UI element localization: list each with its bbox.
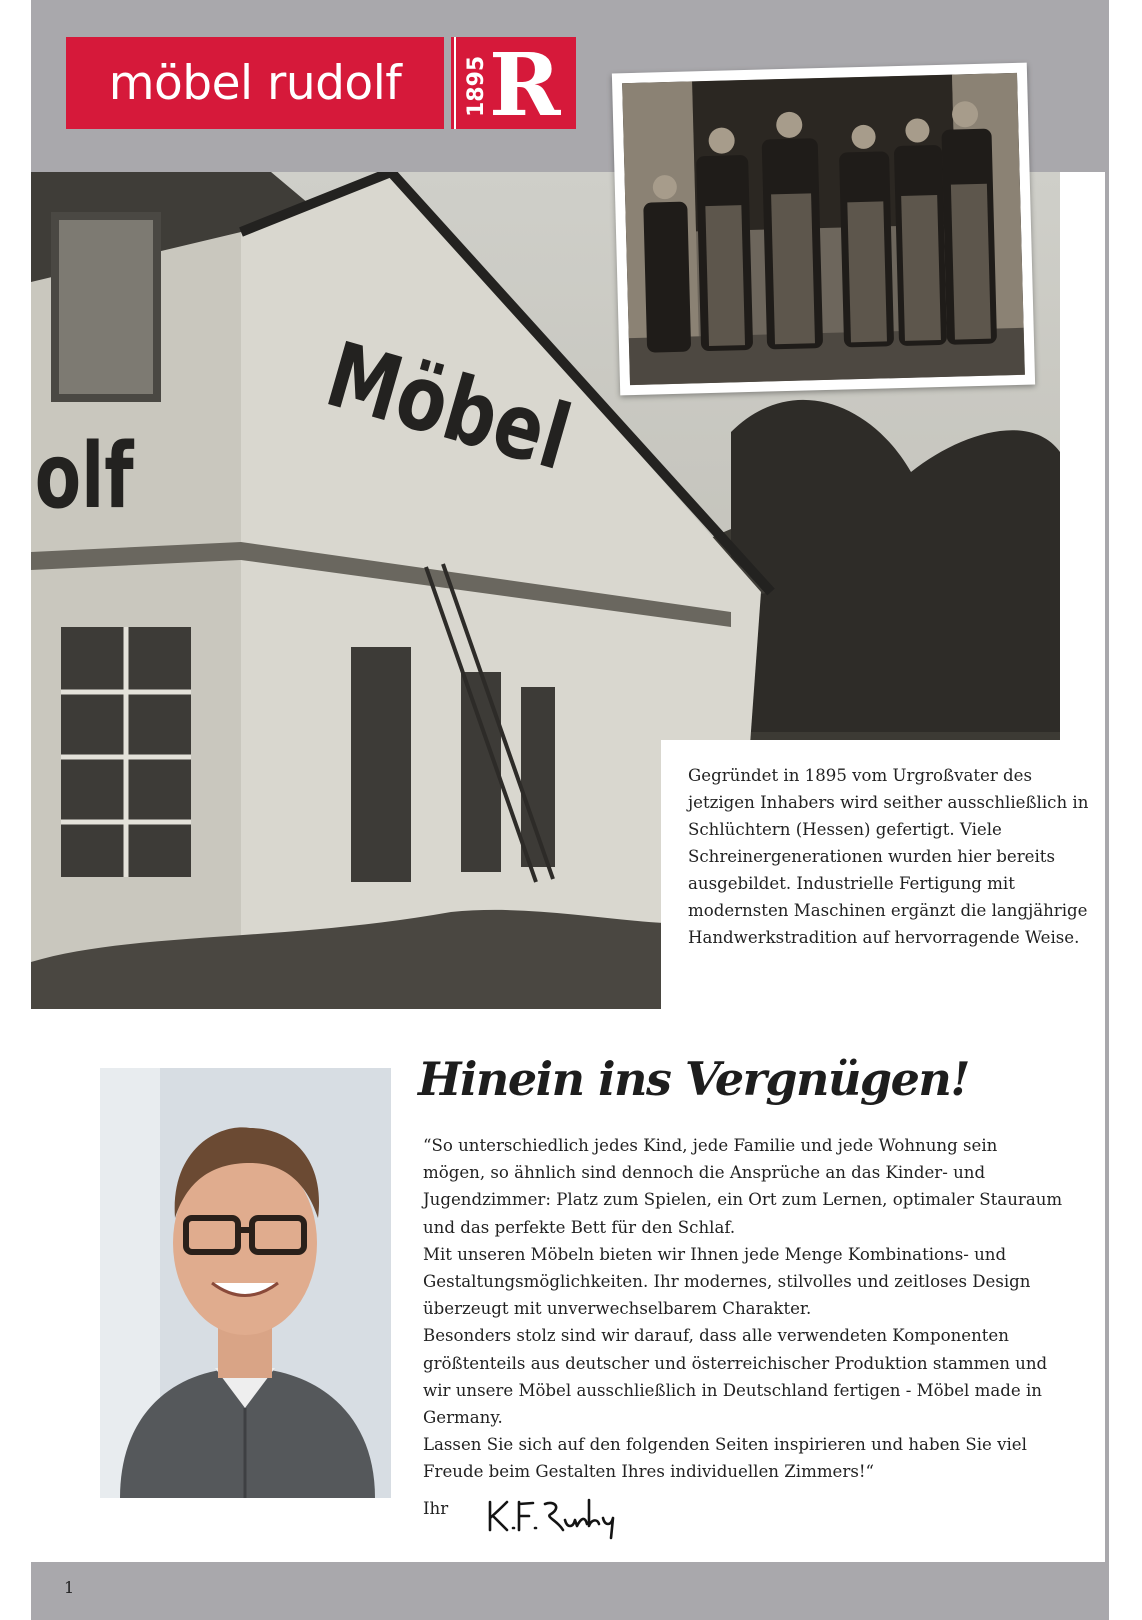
page-number: 1 — [64, 1578, 75, 1597]
signature — [485, 1490, 630, 1540]
building-sign-main: Möbel — [315, 322, 582, 492]
letter-paragraph: Lassen Sie sich auf den folgenden Seiten inspirieren und haben Sie viel Freude beim Gestalten Ihres individuellen Zimmers!“ — [423, 1435, 1027, 1482]
brand-seal — [451, 37, 576, 129]
brand-seal-letter: R — [489, 37, 561, 129]
workers-photo-illustration — [622, 73, 1025, 385]
owner-letter — [423, 1132, 1063, 1486]
letter-paragraph: Mit unseren Möbeln bieten wir Ihnen jede Menge Kombinations- und Gestaltungsmöglichkeiten. Ihr modernes, stilvolles und zeitloses Design überzeugt mit unverwechselbarem Charakter. — [423, 1244, 1031, 1319]
sign-off: Ihr — [423, 1499, 449, 1518]
portrait-illustration — [100, 1068, 391, 1498]
headline: Hinein ins Vergnügen! — [418, 1052, 970, 1106]
history-text: Gegründet in 1895 vom Urgroßvater des jetzigen Inhabers wird seither ausschließlich in Schlüchtern (Hessen) gefertigt. Viele Schreinergenerationen wurden hier bereits ausgebildet. Industrielle Fertigung mit modernsten Maschinen ergänzt die langjährige Handwerkstradition auf hervorragende Weise. — [688, 766, 1089, 947]
building-sign-left: olf — [34, 423, 134, 529]
letter-paragraph: Besonders stolz sind wir darauf, dass alle verwendeten Komponenten größtenteils aus deutscher und österreichischer Produktion stammen und wir unsere Möbel ausschließlich in Deutschland fertigen - Möbel made in Germany. — [423, 1326, 1048, 1428]
brand-seal-year: 1895 — [464, 55, 489, 117]
historic-workers-photo — [612, 63, 1035, 396]
brand-name: möbel rudolf — [108, 55, 402, 111]
brand-logo — [66, 37, 444, 129]
letter-paragraph: “So unterschiedlich jedes Kind, jede Familie und jede Wohnung sein mögen, so ähnlich sind dennoch die Ansprüche an das Kinder- und Jugendzimmer: Platz zum Spielen, ein Ort zum Lernen, optimaler Stauraum und das perfekte Bett für den Schlaf. — [423, 1136, 1063, 1237]
owner-portrait — [100, 1068, 391, 1498]
